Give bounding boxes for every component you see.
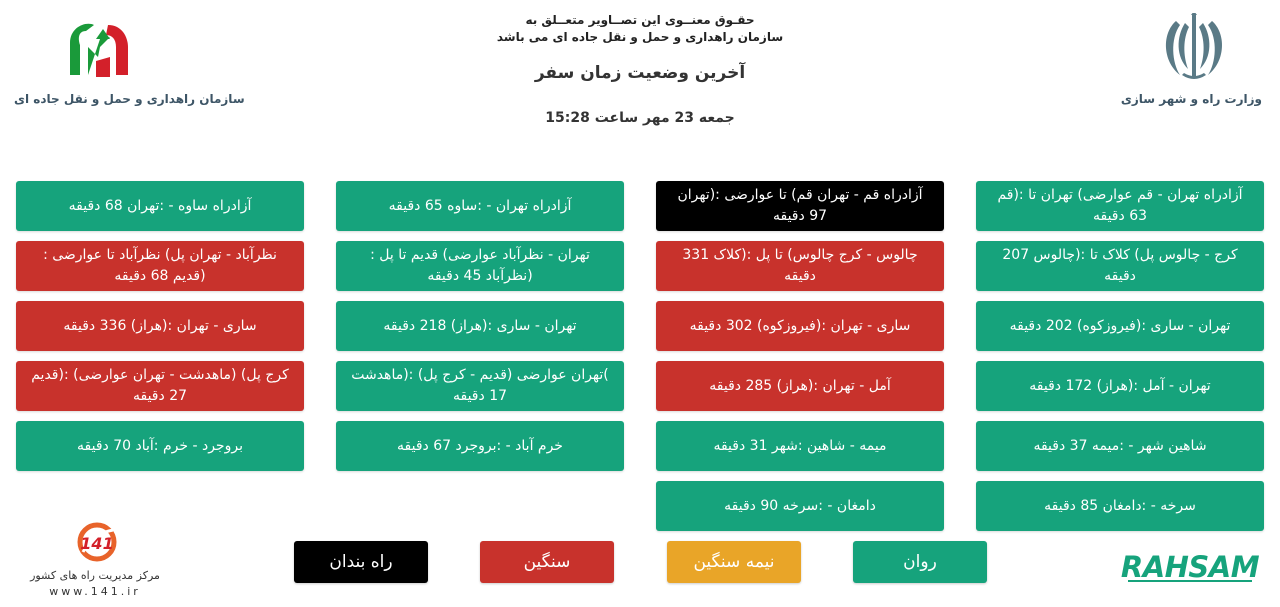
rahsam-logo-text: RAHSAM (1120, 550, 1260, 584)
iran-emblem-icon (1158, 13, 1230, 83)
route-tile[interactable]: آزادراه تهران - قم عوارضی) تهران تا :(قم 63 دقیقه (976, 181, 1264, 231)
center-141-url[interactable]: www.141.ir (49, 585, 141, 598)
route-tile[interactable]: چالوس - کرج چالوس) تا پل :(کلاک 331 دقیقه (656, 241, 944, 291)
rmto-logo-icon (66, 17, 130, 79)
route-tile[interactable]: تهران - آمل :(هراز) 172 دقیقه (976, 361, 1264, 411)
route-tile[interactable]: تهران - نظرآباد عوارضی) قدیم تا پل :(نظرآباد 45 دقیقه (336, 241, 624, 291)
legend-smooth: روان (853, 541, 987, 583)
route-tile[interactable]: میمه - شاهین :شهر 31 دقیقه (656, 421, 944, 471)
copyright-notice (440, 12, 840, 46)
center-141-name: مرکز مدیریت راه های کشور (30, 569, 160, 582)
route-tile[interactable]: سرخه - :دامغان 85 دقیقه (976, 481, 1264, 531)
route-tile[interactable]: نظرآباد - تهران پل) نظرآباد تا عوارضی :(قدیم 68 دقیقه (16, 241, 304, 291)
copyright-line-1: حقـوق معنــوی این تصــاویر متعــلق به (525, 13, 755, 27)
route-tile[interactable]: بروجرد - خرم :آباد 70 دقیقه (16, 421, 304, 471)
page-date: جمعه 23 مهر ساعت 15:28 (545, 110, 735, 126)
route-tile[interactable]: ساری - تهران :(فیروزکوه) 302 دقیقه (656, 301, 944, 351)
route-tile[interactable]: دامغان - :سرخه 90 دقیقه (656, 481, 944, 531)
route-tile[interactable]: آزادراه ساوه - :تهران 68 دقیقه (16, 181, 304, 231)
ministry-name: وزارت راه و شهر سازی (1120, 92, 1262, 106)
route-tile[interactable]: شاهین شهر - :میمه 37 دقیقه (976, 421, 1264, 471)
center-141-logo-text: 141 (80, 534, 114, 553)
route-tile[interactable]: خرم آباد - :بروجرد 67 دقیقه (336, 421, 624, 471)
route-tile[interactable]: )تهران عوارضی (قدیم - کرج پل) :(ماهدشت 17 دقیقه (336, 361, 624, 411)
route-tile[interactable]: ساری - تهران :(هراز) 336 دقیقه (16, 301, 304, 351)
rmto-name: سازمان راهداری و حمل و نقل جاده ای (14, 92, 245, 106)
legend-heavy: سنگین (480, 541, 614, 583)
route-tile[interactable]: آمل - تهران :(هراز) 285 دقیقه (656, 361, 944, 411)
page-title: آخرین وضعیت زمان سفر (534, 63, 746, 83)
route-tile[interactable]: کرج پل) (ماهدشت - تهران عوارضی) :(قدیم 27 دقیقه (16, 361, 304, 411)
copyright-line-2: سازمان راهداری و حمل و نقل جاده ای می باشد (496, 30, 784, 44)
route-tile[interactable]: تهران - ساری :(فیروزکوه) 202 دقیقه (976, 301, 1264, 351)
route-tile[interactable]: کرج - چالوس پل) کلاک تا :(چالوس 207 دقیقه (976, 241, 1264, 291)
route-tile[interactable]: آزادراه قم - تهران قم) تا عوارضی :(تهران 97 دقیقه (656, 181, 944, 231)
route-tile[interactable]: تهران - ساری :(هراز) 218 دقیقه (336, 301, 624, 351)
center-141-logo-icon (77, 522, 117, 562)
legend-closed: راه بندان (294, 541, 428, 583)
legend-semi-heavy: نیمه سنگین (667, 541, 801, 583)
route-tile[interactable]: آزادراه تهران - :ساوه 65 دقیقه (336, 181, 624, 231)
rahsam-logo-icon (1120, 544, 1260, 584)
